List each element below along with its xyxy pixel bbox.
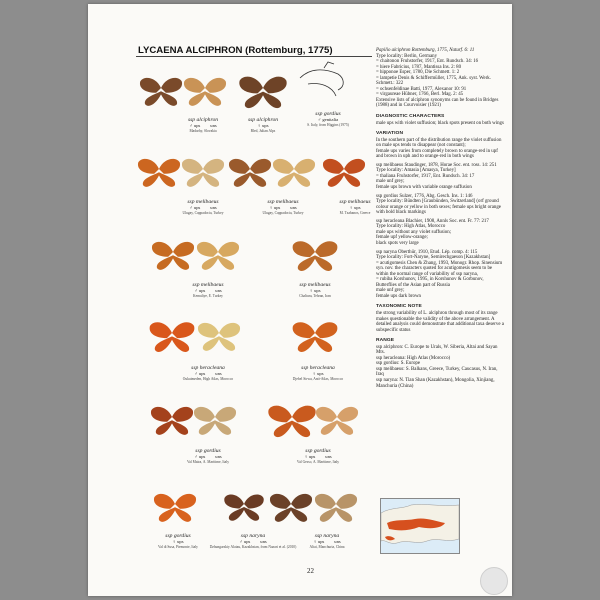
- specimen-caption: ssp melibaeus ♂ ups uns Kemaliye, E. Turkey: [192, 282, 224, 298]
- specimen-caption: ssp gordius ♀ ups Val di Susa, Piemonte, Italy: [158, 533, 198, 549]
- page-title: LYCAENA ALCIPHRON (Rottemburg, 1775): [138, 45, 333, 56]
- butterfly-specimen: [140, 78, 182, 106]
- section-heading: DIAGNOSTIC CHARACTERS: [376, 114, 445, 120]
- species-text-column: [376, 48, 504, 392]
- specimen-caption: ssp melibaeus ♀ ups M. Tzabanos, Greece: [339, 199, 371, 215]
- specimen-caption: ssp naryna ♂ ups uns Dzhungarskiy Alatau, Kazakhstan, from Nazari et al. (2010): [209, 533, 297, 549]
- variation-text: In the southern part of the distribution range the violet suffusion on male ups tends to disappear (not constant); female ups varies from completely brown to orange-red in upf and brown in uph and to orange-red in both wings: [376, 137, 502, 160]
- distribution-map: [380, 498, 460, 554]
- butterfly-specimen: [151, 407, 193, 435]
- variation-text: ssp gordius Sulzer, 1776, Abg. Gesch. Ins. 1: 146 Type locality: Bündten [Graubünden, Switzerland] (orf ground colour orange or yellow in both sexes; female ups bright orange with bold black markings: [376, 193, 501, 216]
- specimen-caption: ssp melibaeus ♂ ups uns Ulugay, Cappadocia, Turkey: [182, 199, 224, 215]
- page-number: 22: [307, 567, 314, 575]
- specimen-caption: ssp gordius ♂ ups uns Val Maira, A. Maritime, Italy: [186, 448, 229, 464]
- butterfly-specimen: [138, 159, 180, 187]
- specimen-caption: ssp alciphron ♀ ups Bled, Julian Alps: [247, 117, 279, 133]
- butterfly-specimen: [182, 159, 224, 187]
- specimen-caption: ssp gordius ♀ ups uns Val Gesso, A. Maritime, Italy: [296, 448, 340, 464]
- variation-text: ssp naryna Oberthür, 1910, Etud. Lép. comp. 4: 115 Type locality: Fort-Naryne, Semirechgaeson [Kazakhstan] = acutigomesis Chen & Zhang, 1993, Monogr. Rhop. Sinensium syn. nov. the characters quoted for acutigomesis seem to be within the normal range of variability of ssp naryna, = rubiba Korshunov, 1995, in Korshunov & Gorbunov, Butterflies of the Asian part of Russia male unf grey; female ups dark brown: [376, 249, 503, 299]
- section-heading: TAXONOMIC NOTE: [376, 304, 422, 310]
- butterfly-specimen: [197, 242, 239, 270]
- butterfly-specimen: [224, 494, 263, 520]
- butterfly-specimen: [229, 159, 271, 187]
- synonymy: Papilio alciphron Rottemburg, 1775, Naturf. 6: 11 Type locality: Berlin, Germany = chaitonon Fruhstorfer, 1917, Ent. Rundsch. 34: 16 = hiere Fabricius, 1787, Mantissa Ins. 2: 80 = hipponoe Esper, 1780, Die Schmett. 1: 2 = lampetie Denis & Schiffermüller, 1775, Ank. syst. Werk. Schmett.: 322 = ochsenfeldinae Batti, 1977, Alexanor 10: 91 = virgaureae Hübner, 1766, Berl. Mag. 2: 45 Extensive lists of alciphron synonyms can be found in Bridges (1988) and in Courvoisier (1921): [376, 48, 499, 109]
- butterfly-specimen: [150, 322, 195, 352]
- butterfly-specimen: [293, 322, 338, 352]
- butterfly-specimen: [198, 323, 240, 351]
- butterfly-specimen: [315, 494, 357, 522]
- butterfly-specimen: [268, 406, 315, 438]
- butterfly-specimen: [184, 78, 226, 106]
- butterfly-specimen: [194, 407, 236, 435]
- butterfly-specimen: [154, 494, 196, 522]
- variation-text: ssp heracleana Blachier, 1908, Annls Soc. ent. Fr. 77: 217 Type locality: High Atlas, Morocco male ups without any violet suffusion; female upf yellow-orange; black spots very large: [376, 218, 489, 246]
- butterfly-specimen: [239, 77, 286, 109]
- butterfly-specimen: [270, 494, 312, 522]
- map-drawing: [381, 499, 459, 553]
- specimen-caption: ssp alciphron ♂ ups uns Madarhy, Slovakia: [187, 117, 219, 133]
- book-page: [88, 4, 512, 596]
- butterfly-specimen: [293, 241, 338, 271]
- diagnostic-text: male ups with violet suffusion; black spots present on both wings: [376, 120, 504, 126]
- variation-text: ssp melibaeus Staudinger, 1878, Horae Soc. ent. ross. 14: 251 Type locality: Amasia [Amasya, Turkey] = thaliana Fruhstorfer, 1917, Ent. Rundsch. 34: 17 male unf grey; female ups brown with variable orange suffusion: [376, 162, 497, 191]
- specimen-caption: ssp melibaeus ♀ ups uns Ulugay, Cappadocia, Turkey: [262, 199, 304, 215]
- section-heading: VARIATION: [376, 131, 404, 137]
- specimen-caption: ssp melibaeus ♀ ups Chaltura, Tehran, Iran: [299, 282, 331, 298]
- specimen-caption: ssp naryna ♀ ups uns Altai, Manchuria, China: [309, 533, 345, 549]
- specimen-caption: ssp gordius ♂ genitalia S. Italy, from Higgins (1975): [307, 111, 349, 127]
- taxonomic-note-text: the strong variability of L. alciphron through most of its range makes questionable the validity of the above arrangement. A detailed analysis could demonstrate that additional taxa deserve a subspecific status: [376, 310, 504, 333]
- butterfly-specimen: [273, 159, 315, 187]
- section-heading: RANGE: [376, 338, 395, 344]
- butterfly-specimen: [316, 407, 358, 435]
- range-text: ssp alciphron: C. Europe to Urals, W. Siberia, Altai and Sayan Mts. ssp heracleana: High Atlas (Morocco) ssp gordius: S. Europe ssp melibaeus: S. Balkans, Greece, Turkey, Caucasus, N. Iran, Iraq ssp naryna: N. Tian Shan (Kazakhstan), Mongolia, Xinjiang, Manchuria (China): [376, 344, 498, 389]
- specimen-caption: ssp heracleana ♀ ups Djebel Sirwa, Anti-Atlas, Morocco: [292, 365, 344, 381]
- butterfly-specimen: [323, 159, 365, 187]
- specimen-caption: ssp heracleana ♂ ups uns Oukaimeden, High Atlas, Morocco: [182, 365, 234, 381]
- library-stamp: [480, 567, 508, 595]
- butterfly-specimen: [152, 242, 194, 270]
- genitalia-drawing: [300, 62, 343, 96]
